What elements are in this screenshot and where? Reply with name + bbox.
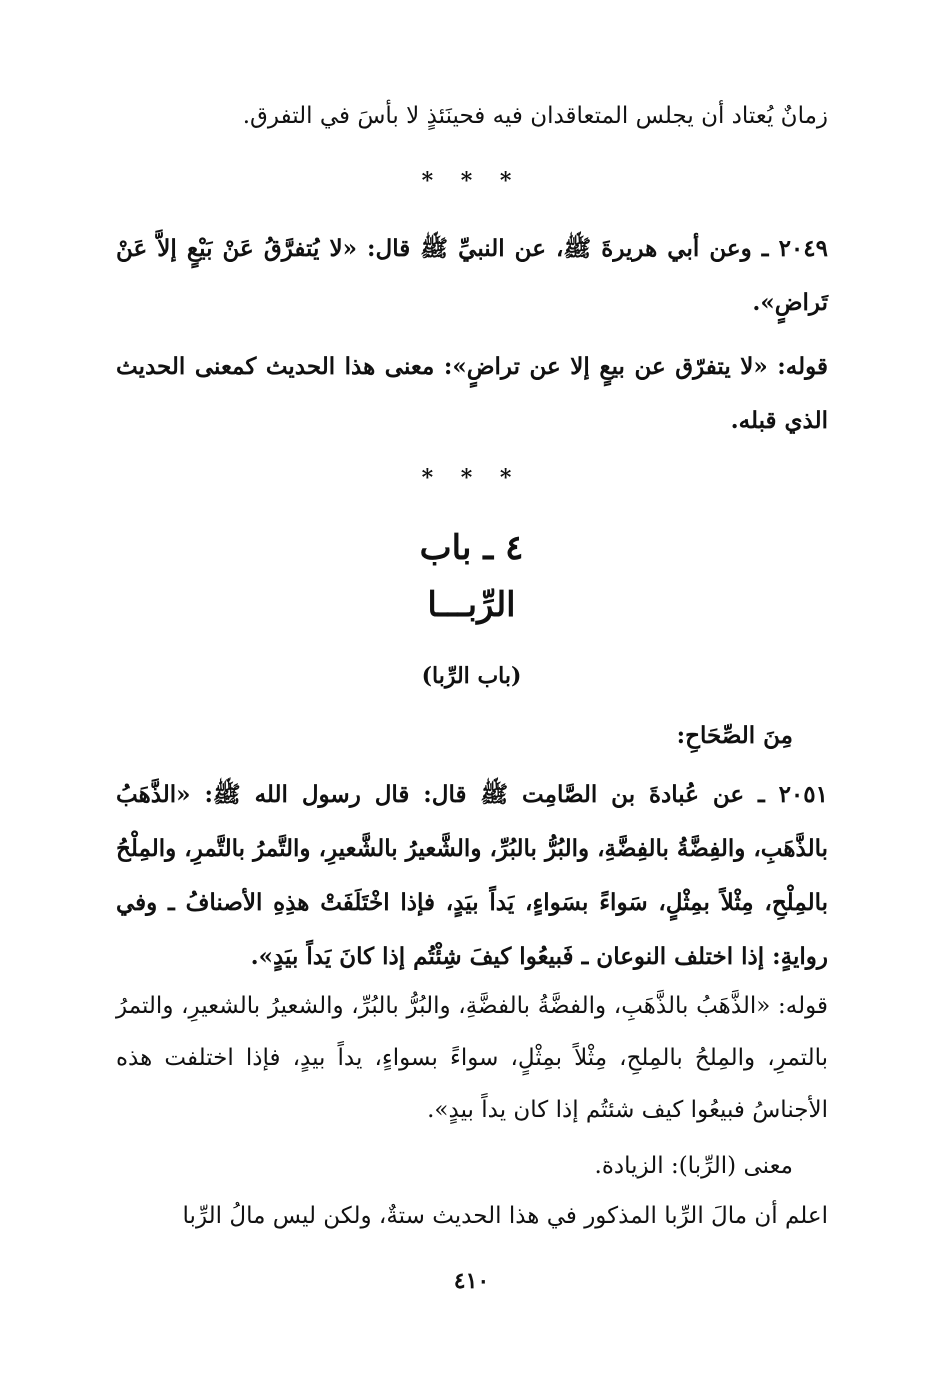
chapter-title: الرِّبـــا bbox=[427, 585, 516, 625]
commentary-2051: قوله: «الذَّهَبُ بالذَّهَبِ، والفضَّةُ بالفضَّةِ، والبُرُّ بالبُرِّ، والشعيرُ بالشعيرِ، والتمرُ بالتمرِ، والمِلحُ بالمِلحِ، مِثْلاً بمِثْلٍ، سواءً بسواءٍ، يداً بيدٍ، فإذا اختلفت هذه الأجناسُ فبيعُوا كيف شئتُم إذا كان يداً بيدٍ». bbox=[116, 993, 828, 1123]
sahih-heading: مِنَ الصِّحَاحِ: bbox=[676, 722, 793, 749]
last-line: اعلم أن مالَ الرِّبا المذكور في هذا الحديث ستةٌ، ولكن ليس مالُ الرِّبا bbox=[182, 1203, 828, 1229]
commentary-2049: قوله: «لا يتفرّق عن بيعٍ إلا عن تراضٍ»: معنى هذا الحديث كمعنى الحديث الذي قبله. bbox=[116, 353, 828, 434]
section-separator: * * * bbox=[421, 465, 522, 491]
hadith-2049: ٢٠٤٩ ـ وعن أبي هريرةَ ﷺ، عن النبيِّ ﷺ قال: «لا يُتفرَّقُ عَنْ بَيْعٍ إلاَّ عَنْ تَراضٍ». bbox=[116, 235, 828, 316]
section-title: (باب الرِّبا) bbox=[421, 663, 522, 689]
section-separator: * * * bbox=[421, 168, 522, 194]
hadith-2051: ٢٠٥١ ـ عن عُبادةَ بن الصَّامِت ﷺ قال: قال رسول الله ﷺ: «الذَّهَبُ بالذَّهَبِ، والفِضَّةُ بالفِضَّةِ، والبُرُّ بالبُرِّ، والشَّعيرُ بالشَّعيرِ، والتَّمرُ بالتَّمرِ، والمِلْحُ بالمِلْحِ، مِثْلاً بمِثْلٍ، سَواءً بسَواءٍ، يَداً بيَدٍ، فإذا اخْتَلَفَتْ هذِهِ الأصنافُ ـ وفي روايةٍ: إذا اختلف النوعان ـ فَبيعُوا كيفَ شِئْتُم إذا كانَ يَداً بيَدٍ». bbox=[116, 781, 828, 970]
page-number: ٤١٠ bbox=[453, 1268, 490, 1294]
continuation-line: زمانٌ يُعتاد أن يجلس المتعاقدان فيه فحينَئذٍ لا بأسَ في التفرق. bbox=[242, 103, 828, 129]
chapter-number: ٤ ـ باب bbox=[419, 528, 524, 568]
meaning-line: معنى (الرِّبا): الزيادة. bbox=[594, 1153, 793, 1179]
